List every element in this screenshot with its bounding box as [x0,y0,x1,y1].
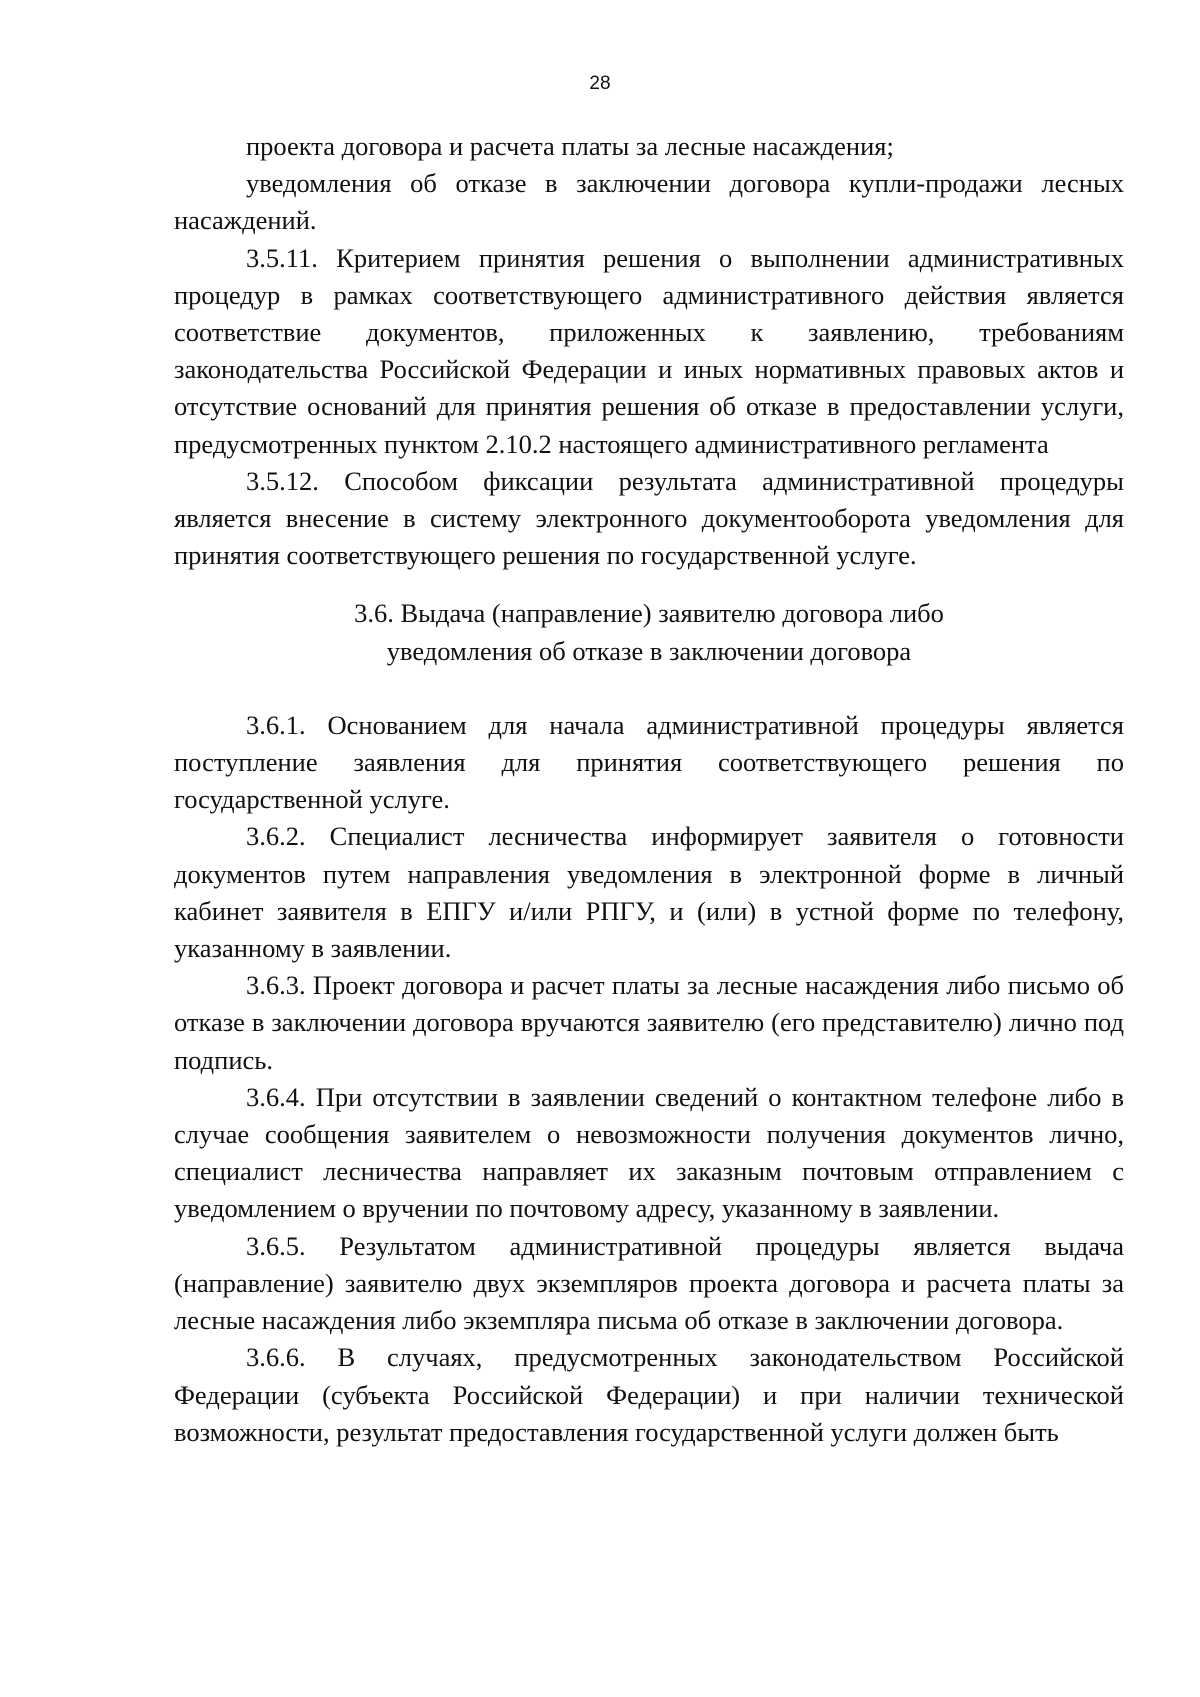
page-number: 28 [589,73,611,94]
paragraph-3-6-3: 3.6.3. Проект договора и расчет платы за лесные насаждения либо письмо об отказе в заключении договора вручаются заявителю (его представителю) лично под подпись. [174,970,1124,1075]
section-heading-line-2: уведомления об отказе в заключении договора [386,635,912,666]
document-body [174,128,1124,1451]
paragraph-3-6-4: 3.6.4. При отсутствии в заявлении сведений о контактном телефоне либо в случае сообщения заявителем о невозможности получения документов лично, специалист лесничества направляет их заказным почтовым отправлением с уведомлением о вручении по почтовому адресу, указанному в заявлении. [174,1081,1124,1224]
paragraph-3-5-11: 3.5.11. Критерием принятия решения о выполнении административных процедур в рамках соответствующего административного действия является соответствие документов, приложенных к заявлению, требованиям законодательства Российской Федерации и иных нормативных правовых актов и отсутствие оснований для принятия решения об отказе в предоставлении услуги, предусмотренных пунктом 2.10.2 настоящего административного регламента [174,242,1124,459]
paragraph-refusal-notice: уведомления об отказе в заключении договора купли-продажи лесных насаждений. [174,168,1124,236]
section-heading-3-6 [174,574,1124,706]
paragraph-3-5-12: 3.5.12. Способом фиксации результата административной процедуры является внесение в систему электронного документооборота уведомления для принятия соответствующего решения по государственной услуге. [174,465,1124,571]
paragraph-3-6-2: 3.6.2. Специалист лесничества информирует заявителя о готовности документов путем направления уведомления в электронной форме в личный кабинет заявителя в ЕПГУ и/или РПГУ, и (или) в устной форме по телефону, указанному в заявлении. [174,821,1124,964]
paragraph-3-6-6: 3.6.6. В случаях, предусмотренных законодательством Российской Федерации (субъекта Российской Федерации) и при наличии технической возможности, результат предоставления государственной услуги должен быть [174,1342,1124,1447]
paragraph-project-contract: проекта договора и расчета платы за лесные насаждения; [246,131,894,161]
paragraph-3-6-1: 3.6.1. Основанием для начала административной процедуры является поступление заявления для принятия соответствующего решения по государственной услуге. [174,709,1124,815]
paragraph-3-6-5: 3.6.5. Результатом административной процедуры является выдача (направление) заявителю двух экземпляров проекта договора и расчета платы за лесные насаждения либо экземпляра письма об отказе в заключении договора. [174,1230,1124,1336]
section-heading-line-1: 3.6. Выдача (направление) заявителю договора либо [354,598,944,629]
